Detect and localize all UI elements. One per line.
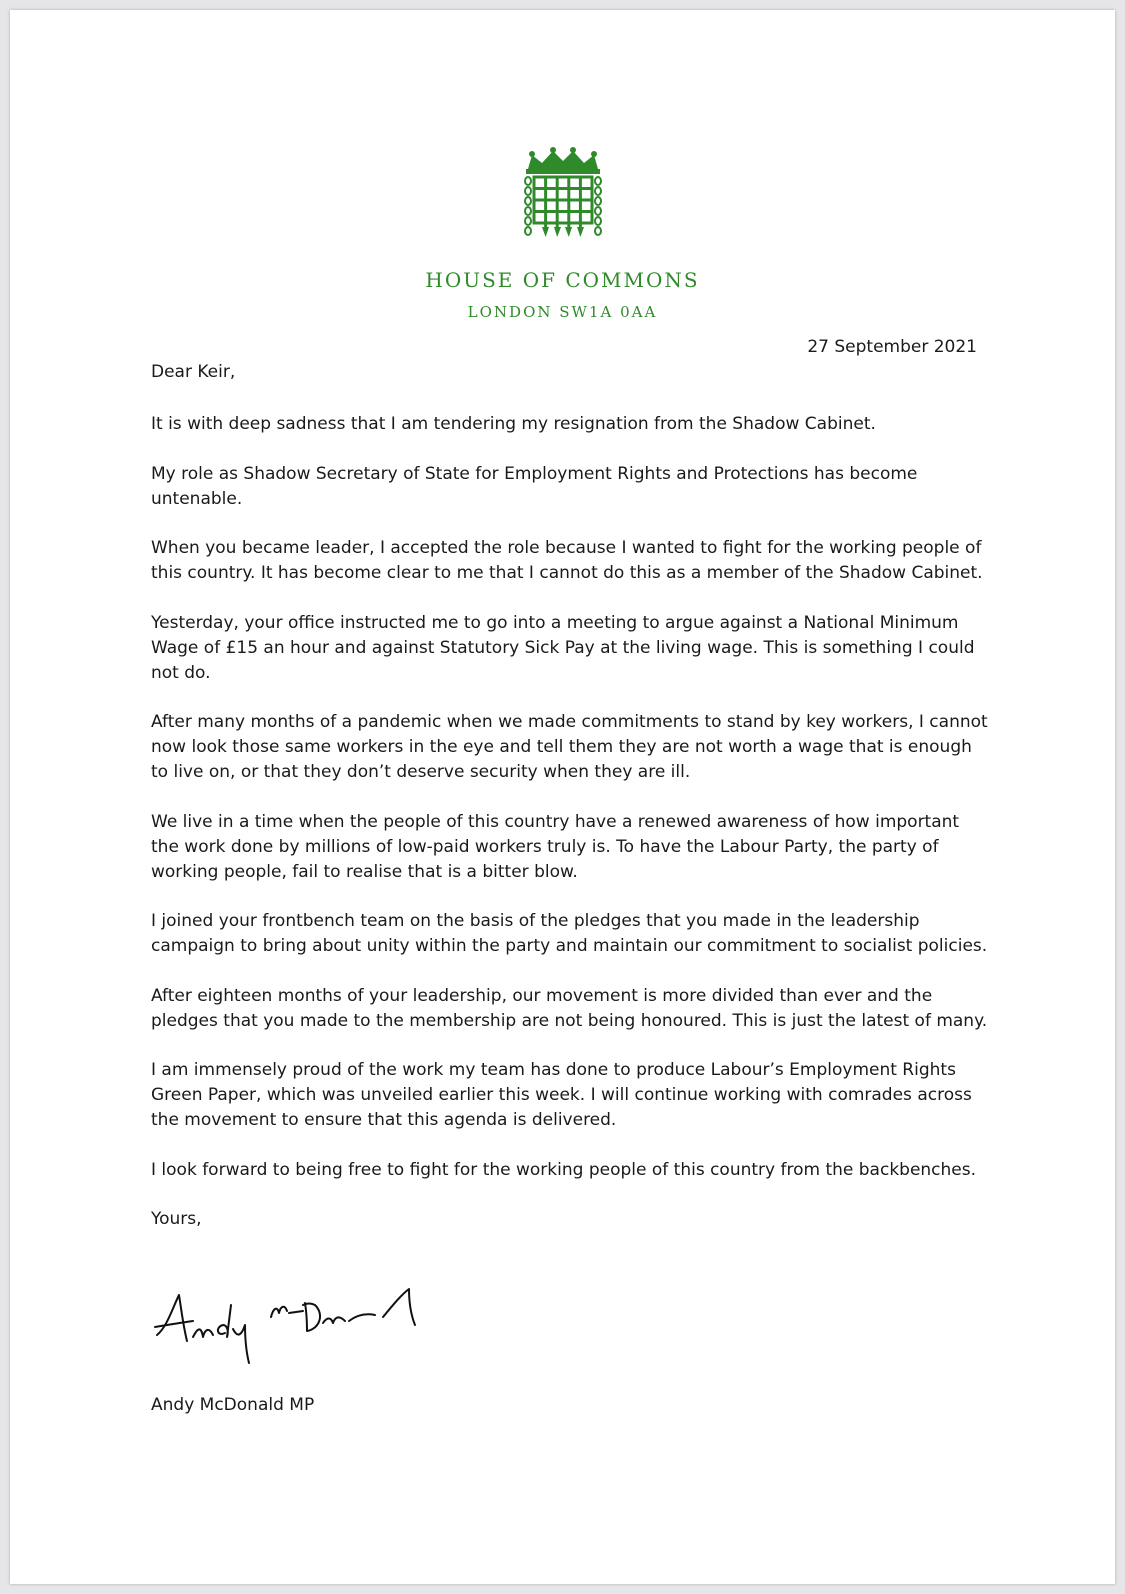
paragraph: When you became leader, I accepted the role because I wanted to fight for the working people of this country. It has become clear to me that I cannot do this as a member of the Shadow Cabinet. <box>151 538 983 583</box>
portcullis-icon <box>520 147 606 247</box>
institution-address: LONDON SW1A 0AA <box>467 303 658 321</box>
salutation: Dear Keir, <box>151 362 236 382</box>
paragraph: After eighteen months of your leadership, our movement is more divided than ever and the pledges that you made to the membership are not being honoured. This is just the latest of many. <box>151 985 988 1031</box>
paragraph: We live in a time when the people of this country have a renewed awareness of how important the work done by millions of low-paid workers truly is. To have the Labour Party, the party of working people, fail to realise that is a bitter blow. <box>151 811 960 882</box>
valediction: Yours, <box>151 1209 202 1229</box>
letter-body <box>151 412 991 1257</box>
letter-date: 27 September 2021 <box>807 337 977 357</box>
institution-name: HOUSE OF COMMONS <box>425 268 700 292</box>
paragraph: I look forward to being free to fight for the working people of this country from the backbenches. <box>151 1159 977 1180</box>
paragraph: I am immensely proud of the work my team has done to produce Labour’s Employment Rights Green Paper, which was unveiled earlier this week. I will continue working with comrades across the movement to ensure that this agenda is delivered. <box>151 1060 972 1130</box>
paragraph: It is with deep sadness that I am tendering my resignation from the Shadow Cabinet. <box>151 414 876 434</box>
signature-icon <box>153 1285 425 1370</box>
paragraph: I joined your frontbench team on the basis of the pledges that you made in the leadership campaign to bring about unity within the party and maintain our commitment to socialist policies. <box>151 911 988 956</box>
signatory-name: Andy McDonald MP <box>151 1395 315 1415</box>
letter-page <box>10 10 1115 1584</box>
paragraph: Yesterday, your office instructed me to go into a meeting to argue against a National Minimum Wage of £15 an hour and against Statutory Sick Pay at the living wage. This is something I could not do. <box>151 612 975 683</box>
paragraph: After many months of a pandemic when we made commitments to stand by key workers, I cannot now look those same workers in the eye and tell them they are not worth a wage that is enough to live on, or that they don’t deserve security when they are ill. <box>151 712 988 782</box>
paragraph: My role as Shadow Secretary of State for Employment Rights and Protections has become untenable. <box>151 463 918 509</box>
